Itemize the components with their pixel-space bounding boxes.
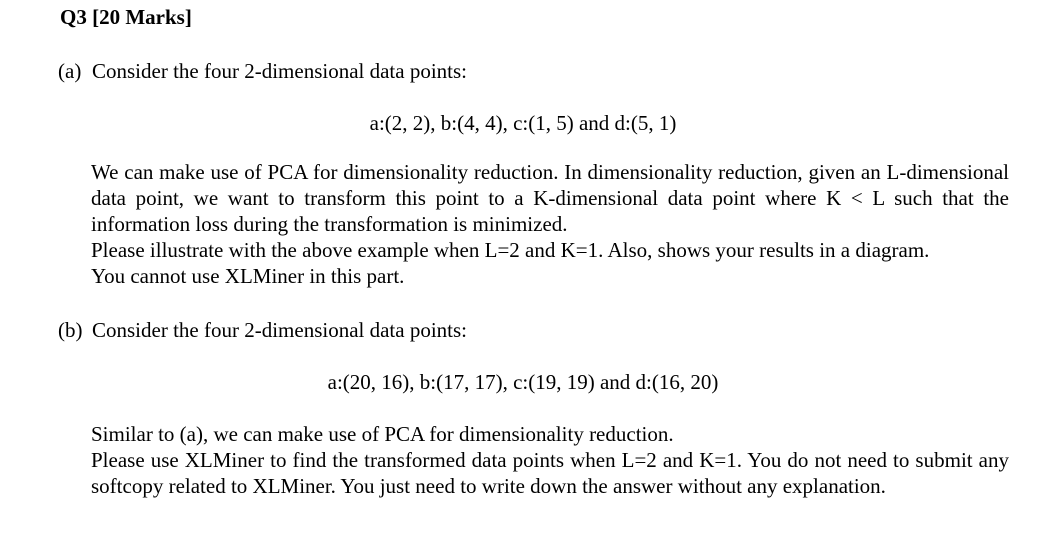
question-title: Q3 [20 Marks]: [60, 5, 192, 29]
part-a-paragraph-2: Please illustrate with the above example when L=2 and K=1. Also, shows your results in a diagram.: [91, 238, 930, 262]
part-a-heading-text: Consider the four 2-dimensional data points:: [92, 59, 468, 83]
part-b-paragraph-1: Similar to (a), we can make use of PCA for dimensionality reduction.: [91, 422, 674, 446]
part-a-paragraph-1: We can make use of PCA for dimensionality reduction. In dimensionality reduction, given an L-dimensional data point, we want to transform this point to a K-dimensional data point where K < L such that the information loss during the transformation is minimized.: [91, 160, 1009, 236]
part-a-body: [91, 159, 1009, 289]
part-b-heading-text: Consider the four 2-dimensional data points:: [92, 318, 468, 342]
part-b-data-points: a:(20, 16), b:(17, 17), c:(19, 19) and d:(16, 20): [327, 370, 719, 394]
part-b-heading: [58, 317, 467, 343]
part-a-heading: [58, 58, 467, 84]
part-a-paragraph-3: You cannot use XLMiner in this part.: [91, 264, 405, 288]
part-b-paragraph-2: Please use XLMiner to find the transformed data points when L=2 and K=1. You do not need to submit any softcopy related to XLMiner. You just need to write down the answer without any explanation.: [91, 448, 1009, 498]
part-a-label: (a): [58, 59, 82, 83]
part-b-body: [91, 421, 1009, 499]
part-b-label: (b): [58, 318, 83, 342]
part-a-data-points: a:(2, 2), b:(4, 4), c:(1, 5) and d:(5, 1): [369, 111, 677, 135]
